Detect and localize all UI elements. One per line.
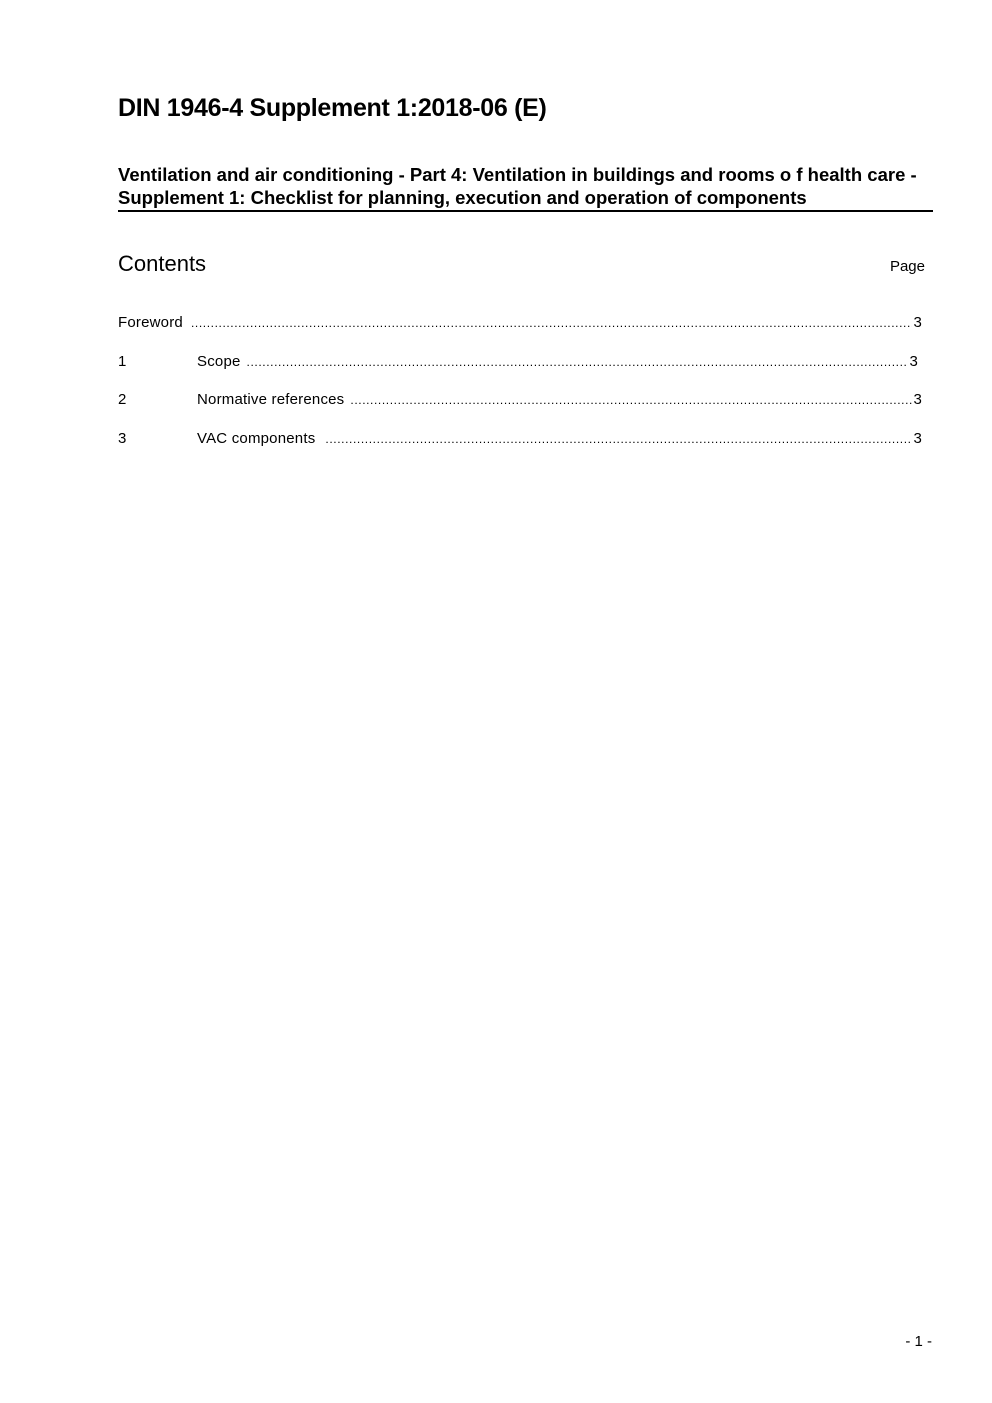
page-column-heading: Page: [889, 258, 925, 275]
contents-heading: Contents: [118, 251, 207, 276]
toc-dot-leader: [350, 393, 912, 407]
toc-entry-page: 3: [913, 391, 922, 408]
toc-dot-leader: [325, 432, 912, 446]
toc-entry-page: 3: [913, 314, 922, 331]
toc-entry-page: 3: [909, 352, 918, 370]
toc-entry-label: Scope: [197, 352, 241, 370]
document-title: DIN 1946-4 Supplement 1:2018-06 (E): [118, 94, 547, 122]
toc-entry-page: 3: [913, 429, 922, 447]
toc-entry-number: 3: [118, 429, 127, 447]
toc-entry-label: Normative references: [197, 391, 345, 408]
table-of-contents: [118, 314, 922, 468]
toc-entry-normative-references[interactable]: [118, 391, 922, 430]
toc-dot-leader: [191, 316, 912, 330]
toc-dot-leader: [247, 355, 909, 369]
toc-entry-scope[interactable]: [118, 353, 922, 392]
toc-entry-foreword[interactable]: [118, 314, 922, 353]
toc-entry-number: 2: [118, 391, 127, 408]
toc-entry-vac-components[interactable]: [118, 430, 922, 469]
document-subtitle: Ventilation and air conditioning - Part 4: Ventilation in buildings and rooms o f health care - Supplement 1: Checklist for planning, execution and operation of components: [118, 163, 933, 212]
page-number: - 1 -: [905, 1333, 932, 1350]
toc-entry-label: Foreword: [118, 314, 183, 331]
toc-entry-number: 1: [118, 352, 127, 370]
toc-entry-label: VAC components: [197, 429, 316, 447]
